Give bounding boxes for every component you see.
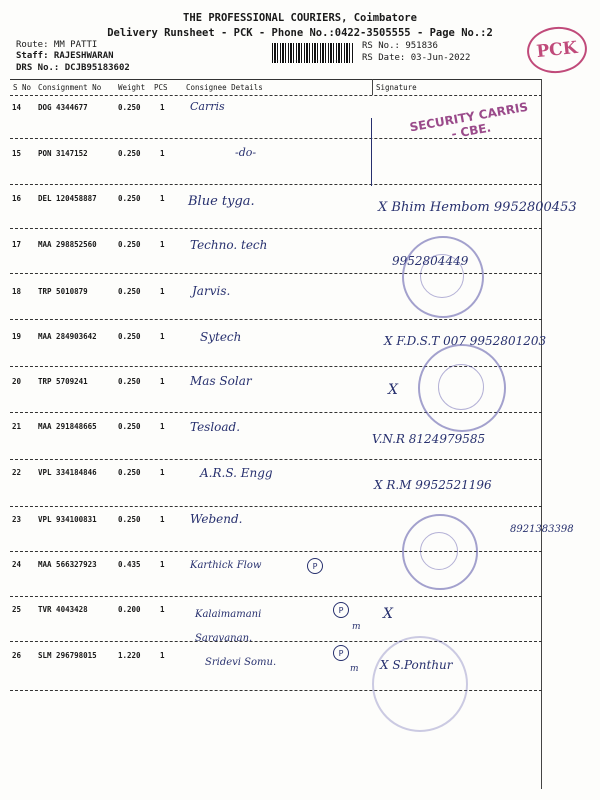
row-22-consignee: A.R.S. Engg [200, 466, 273, 480]
rs-date: RS Date: 03-Jun-2022 [362, 53, 471, 63]
row-17-consignee: Techno. tech [190, 238, 268, 252]
row-26-pcs: 1 [160, 651, 165, 660]
column-header-sno: S No [13, 83, 32, 92]
row-25-consignment: TVR 4043428 [38, 605, 88, 614]
row-19-weight: 0.250 [118, 332, 141, 341]
row-24-pcs: 1 [160, 560, 165, 569]
column-header-signature: Signature [376, 83, 417, 92]
route-label: Route: MM PATTI [16, 40, 98, 50]
row-separator [10, 506, 542, 507]
row-26-consignee: Sridevi Somu. [205, 657, 277, 668]
row-14-pcs: 1 [160, 103, 165, 112]
document-title: THE PROFESSIONAL COURIERS, Coimbatore [183, 12, 417, 24]
row-20-pcs: 1 [160, 377, 165, 386]
row-23-consignment: VPL 934100831 [38, 515, 97, 524]
rs-no: RS No.: 951836 [362, 41, 438, 51]
row-17-signature: 9952804449 [392, 254, 469, 268]
table-top-border [10, 79, 542, 80]
row-25-m-mark: m [352, 622, 361, 632]
row-21-consignee: Tesload. [190, 420, 241, 434]
row-23-sno: 23 [12, 515, 22, 524]
row-16-signature: X Bhim Hembom 9952800453 [378, 200, 577, 215]
faded-round-seal [372, 636, 468, 732]
header-separator [10, 95, 542, 96]
row-16-pcs: 1 [160, 194, 165, 203]
row-19-signature: X F.D.S.T 007 9952801203 [384, 334, 547, 348]
row-15-consignment: PON 3147152 [38, 149, 88, 158]
row-separator [10, 184, 542, 185]
signature-bracket [371, 118, 372, 186]
table-right-border [541, 79, 542, 789]
row-20-weight: 0.250 [118, 377, 141, 386]
row-17-sno: 17 [12, 240, 22, 249]
row-19-pcs: 1 [160, 332, 165, 341]
pck-logo-stamp: PCK [525, 24, 589, 76]
row-25-sno: 25 [12, 605, 22, 614]
row-25-pcs: 1 [160, 605, 165, 614]
row-22-signature: X R.M 9952521196 [374, 478, 492, 492]
row-21-signature: V.N.R 8124979585 [372, 432, 486, 446]
row-14-weight: 0.250 [118, 103, 141, 112]
row-26-sno: 26 [12, 651, 22, 660]
column-header-weight: Weight [118, 83, 146, 92]
row-26-consignment: SLM 296798015 [38, 651, 97, 660]
row-19-consignee: Sytech [200, 330, 242, 344]
row-separator [10, 641, 542, 642]
row-25-weight: 0.200 [118, 605, 141, 614]
row-25-consignee: Kalaimamani Saravanan. [195, 609, 262, 644]
row-15-weight: 0.250 [118, 149, 141, 158]
row-15-sno: 15 [12, 149, 22, 158]
row-24-consignment: MAA 566327923 [38, 560, 97, 569]
row-17-pcs: 1 [160, 240, 165, 249]
row-19-sno: 19 [12, 332, 22, 341]
row-20-consignee: Mas Solar [190, 374, 252, 388]
row-25-circled-mark: P [333, 602, 349, 618]
row-18-pcs: 1 [160, 287, 165, 296]
row-20-consignment: TRP 5709241 [38, 377, 88, 386]
row-26-signature: X S.Ponthur [380, 658, 453, 672]
row-24-sno: 24 [12, 560, 22, 569]
company-round-seal-inner [420, 254, 464, 298]
row-26-circled-mark: P [333, 645, 349, 661]
mas-solar-round-seal-inner [438, 364, 484, 410]
row-14-sno: 14 [12, 103, 22, 112]
row-21-weight: 0.250 [118, 422, 141, 431]
barcode [272, 43, 354, 63]
row-15-pcs: 1 [160, 149, 165, 158]
staff-label: Staff: RAJESHWARAN [16, 51, 114, 61]
row-17-consignment: MAA 298852560 [38, 240, 97, 249]
document-subtitle: Delivery Runsheet - PCK - Phone No.:0422-3505555 - Page No.:2 [107, 27, 493, 39]
row-26-weight: 1.220 [118, 651, 141, 660]
row-15-consignee: -do- [235, 146, 257, 159]
row-25-signature: X [383, 606, 393, 622]
signature-column-divider [372, 79, 373, 95]
row-separator [10, 596, 542, 597]
row-23-weight: 0.250 [118, 515, 141, 524]
row-18-consignment: TRP 5010879 [38, 287, 88, 296]
row-26-m-mark: m [350, 664, 359, 674]
row-23-signature: 8921383398 [510, 524, 574, 535]
row-24-circled-mark: P [307, 558, 323, 574]
row-18-weight: 0.250 [118, 287, 141, 296]
row-21-pcs: 1 [160, 422, 165, 431]
column-header-consignment: Consignment No [38, 83, 102, 92]
karthick-round-seal-inner [420, 532, 458, 570]
row-20-sno: 20 [12, 377, 22, 386]
row-16-sno: 16 [12, 194, 22, 203]
row-22-weight: 0.250 [118, 468, 141, 477]
row-16-weight: 0.250 [118, 194, 141, 203]
row-separator [10, 319, 542, 320]
row-21-sno: 21 [12, 422, 22, 431]
row-14-consignee: Carris [190, 100, 225, 113]
row-16-consignment: DEL 120458887 [38, 194, 97, 203]
row-separator [10, 228, 542, 229]
row-22-sno: 22 [12, 468, 22, 477]
drs-label: DRS No.: DCJB95183602 [16, 63, 130, 73]
row-22-consignment: VPL 334184846 [38, 468, 97, 477]
row-23-consignee: Webend. [190, 512, 243, 526]
column-header-pcs: PCS [154, 83, 168, 92]
row-23-pcs: 1 [160, 515, 165, 524]
security-stamp: SECURITY CARRIS - CBE. [408, 99, 530, 142]
row-18-sno: 18 [12, 287, 22, 296]
column-header-consignee: Consignee Details [186, 83, 263, 92]
row-20-signature: X [388, 382, 398, 398]
row-19-consignment: MAA 284903642 [38, 332, 97, 341]
row-14-consignment: DOG 4344677 [38, 103, 88, 112]
row-22-pcs: 1 [160, 468, 165, 477]
row-21-consignment: MAA 291848665 [38, 422, 97, 431]
row-17-weight: 0.250 [118, 240, 141, 249]
row-16-consignee: Blue tyga. [188, 194, 255, 209]
row-24-weight: 0.435 [118, 560, 141, 569]
row-18-consignee: Jarvis. [192, 284, 231, 298]
row-separator [10, 459, 542, 460]
row-24-consignee: Karthick Flow [190, 560, 262, 571]
